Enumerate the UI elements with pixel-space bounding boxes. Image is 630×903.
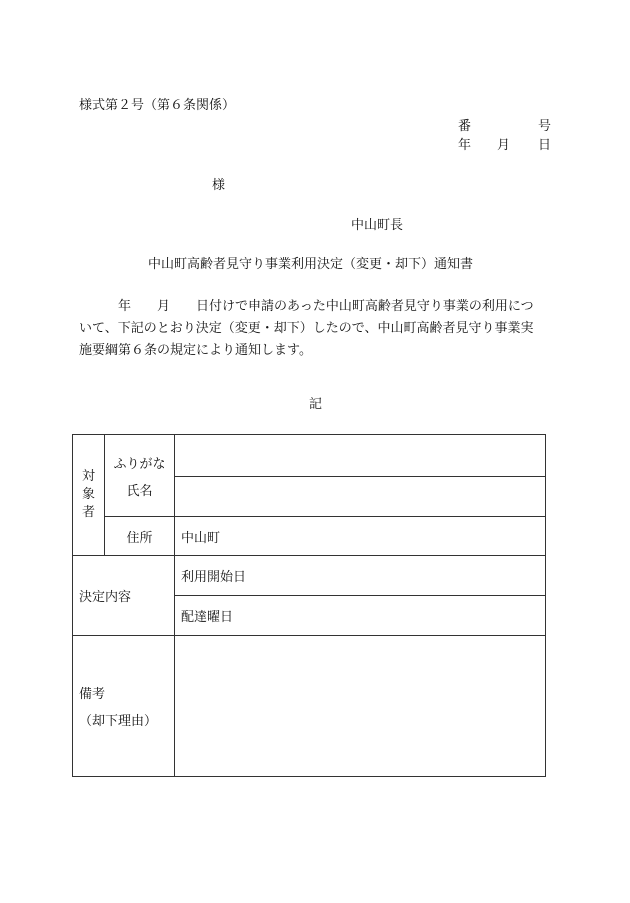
addressee-suffix: 様 bbox=[212, 178, 226, 193]
decision-label: 決定内容 bbox=[73, 556, 175, 636]
body-line: 年 月 日付けで申請のあった中山町高齢者見守り事業の利用につ bbox=[79, 299, 534, 314]
subject-label bbox=[73, 435, 105, 556]
furigana-field[interactable] bbox=[175, 435, 546, 477]
delivery-day-field[interactable]: 配達曜日 bbox=[175, 596, 546, 636]
remarks-field[interactable] bbox=[175, 636, 546, 777]
address-label: 住所 bbox=[105, 517, 175, 556]
subject-char: 者 bbox=[81, 505, 95, 520]
ki-heading: 記 bbox=[309, 397, 323, 412]
form-number: 様式第２号（第６条関係） bbox=[79, 98, 236, 113]
date-month: 月 bbox=[497, 138, 511, 153]
remarks-label: 備考 bbox=[79, 687, 106, 702]
date-day: 日 bbox=[538, 138, 552, 153]
name-label: 氏名 bbox=[126, 483, 153, 499]
body-text bbox=[79, 296, 553, 362]
furigana-label: ふりがな bbox=[113, 456, 166, 472]
body-line: 施要綱第６条の規定により通知します。 bbox=[79, 343, 312, 358]
number-label-left: 番 bbox=[458, 119, 472, 134]
name-field[interactable] bbox=[175, 477, 546, 517]
notice-table bbox=[72, 434, 546, 777]
issuer: 中山町長 bbox=[351, 218, 404, 233]
address-field[interactable]: 中山町 bbox=[175, 517, 546, 556]
furigana-name-label-cell bbox=[105, 435, 175, 517]
body-line: いて、下記のとおり決定（変更・却下）したので、中山町高齢者見守り事業実 bbox=[79, 321, 534, 336]
number-label-right: 号 bbox=[538, 119, 552, 134]
start-date-field[interactable]: 利用開始日 bbox=[175, 556, 546, 596]
subject-char: 対 bbox=[81, 469, 95, 484]
remarks-sub-label: （却下理由） bbox=[79, 714, 158, 729]
document-title: 中山町高齢者見守り事業利用決定（変更・却下）通知書 bbox=[148, 257, 474, 272]
date-year: 年 bbox=[458, 138, 472, 153]
remarks-label-cell bbox=[73, 636, 175, 777]
subject-char: 象 bbox=[81, 487, 95, 502]
